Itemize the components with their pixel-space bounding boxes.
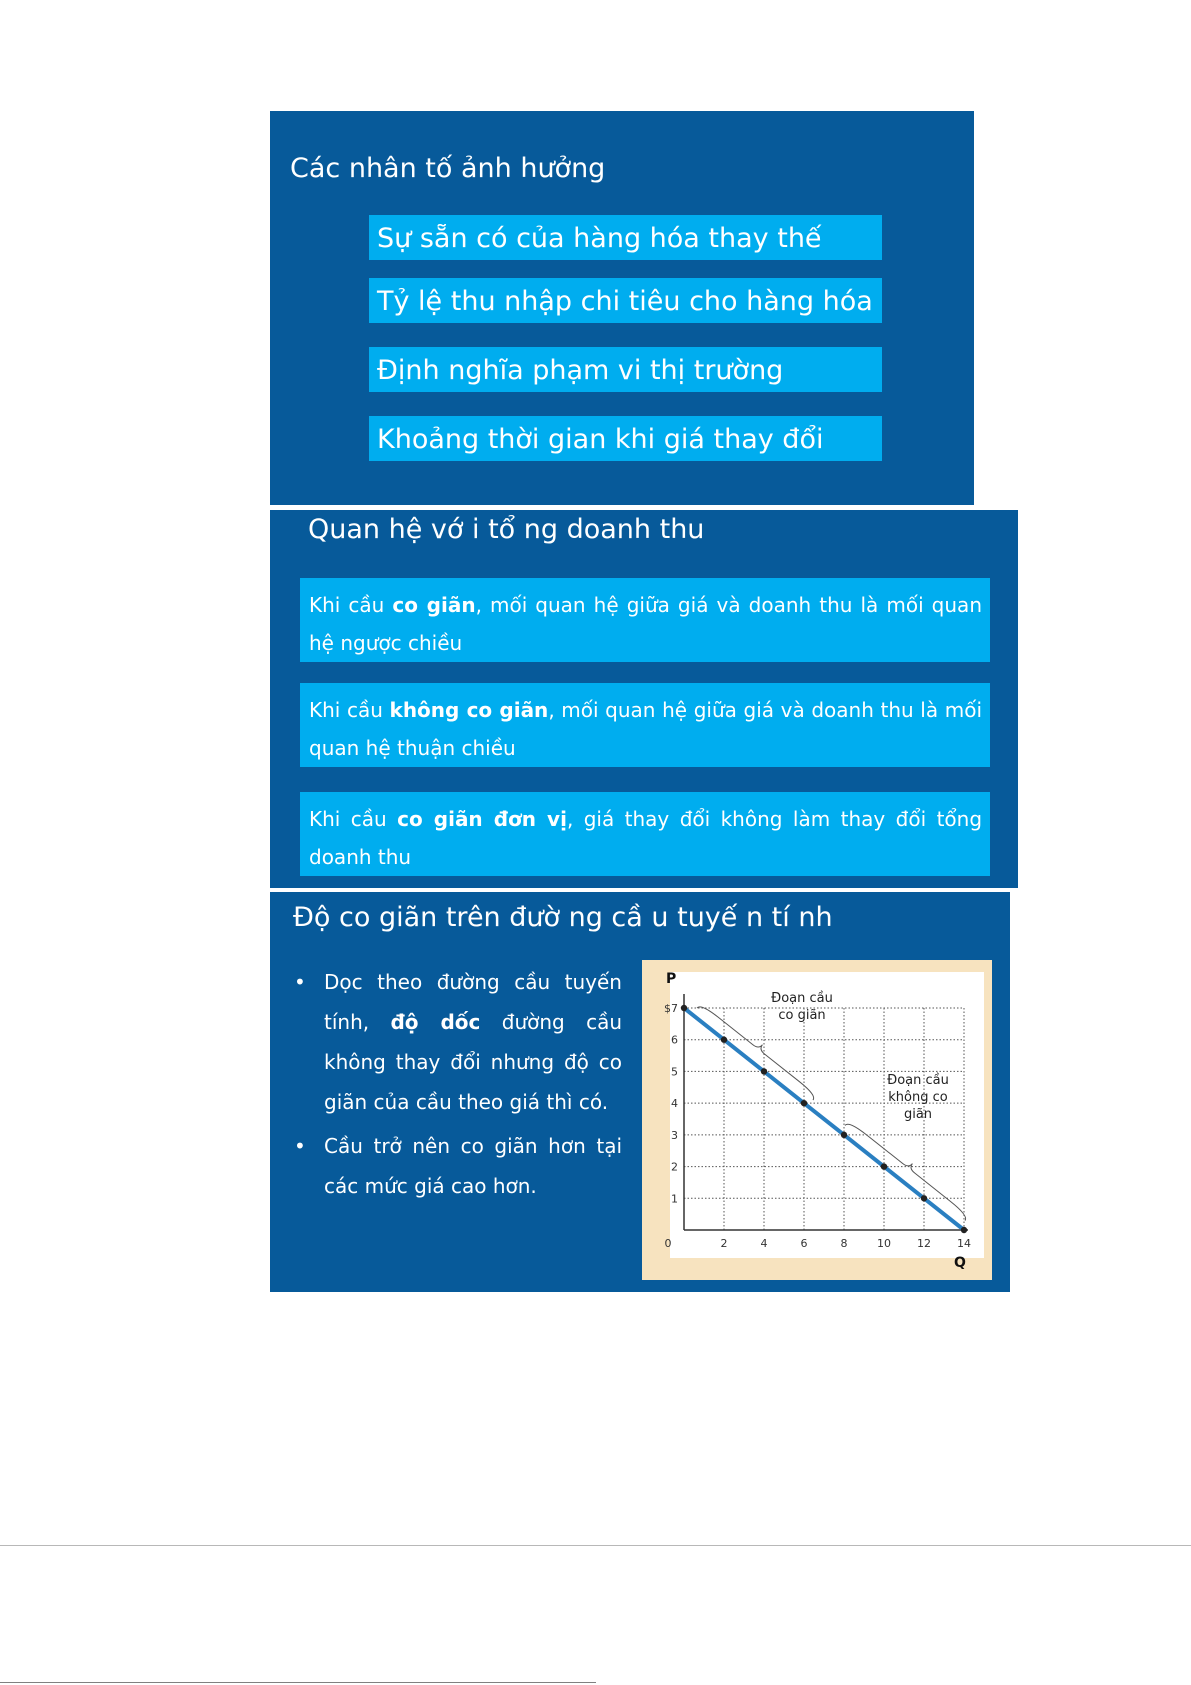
plot-background	[670, 972, 984, 1258]
demand-chart-panel	[642, 960, 992, 1280]
bullet-text: Dọc theo đường cầu tuyến tính,	[324, 970, 622, 1034]
factor-item: Khoảng thời gian khi giá thay đổi	[369, 416, 882, 461]
bullet-item	[292, 962, 622, 1122]
y-tick-label: 1	[671, 1192, 678, 1206]
x-tick-label: 10	[877, 1237, 891, 1250]
x-tick-label: 6	[800, 1237, 808, 1250]
box-text: Khi cầu	[309, 593, 393, 617]
annotation-inelastic: giãn	[903, 1107, 933, 1122]
revenue-relation-box	[300, 792, 990, 876]
demand-chart	[642, 960, 992, 1280]
slide-title: Độ co giãn trên đườ ng cầ u tuyế n tí nh	[293, 902, 833, 933]
y-axis-label: P	[666, 971, 677, 987]
y-tick-label: 2	[671, 1160, 678, 1174]
annotation-elastic: Đoạn cầu	[771, 991, 833, 1006]
bullet-dot: •	[294, 1134, 306, 1158]
x-tick-label: 0	[664, 1237, 672, 1250]
bullet-dot: •	[294, 970, 306, 994]
y-tick-label: 4	[671, 1097, 678, 1111]
box-bold-term: không co giãn	[389, 698, 549, 722]
demand-point	[921, 1195, 927, 1201]
bullet-item	[292, 1126, 622, 1206]
box-text: , giá thay đổi không làm thay đổi tổng doanh thu	[309, 807, 983, 869]
bullet-list	[292, 962, 622, 1210]
revenue-relation-box	[300, 578, 990, 662]
slide-title: Các nhân tố ảnh hưởng	[290, 153, 606, 184]
demand-point	[681, 1005, 687, 1011]
y-tick-label: 6	[671, 1033, 678, 1047]
annotation-inelastic: Đoạn cầu	[887, 1073, 949, 1088]
slide-influencing-factors	[270, 111, 974, 505]
page-divider	[0, 1545, 1191, 1546]
box-text: , mối quan hệ giữa giá và doanh thu là mối quan hệ thuận chiều	[309, 698, 983, 760]
demand-point	[801, 1100, 807, 1106]
x-tick-label: 2	[720, 1237, 728, 1250]
box-text: Khi cầu	[309, 698, 390, 722]
demand-point	[841, 1132, 847, 1138]
demand-point	[721, 1037, 727, 1043]
box-text: Khi cầu	[309, 807, 398, 831]
revenue-relation-box	[300, 683, 990, 767]
footnote-rule	[0, 1682, 596, 1683]
slide-total-revenue	[270, 510, 1018, 888]
x-tick-label: 12	[917, 1237, 931, 1250]
box-bold-term: co giãn	[392, 593, 476, 617]
bullet-bold-term: độ dốc	[390, 1010, 481, 1034]
x-tick-label: 4	[760, 1237, 768, 1250]
bullet-text: đường cầu không thay đổi nhưng độ co giãn của cầu theo giá thì có.	[324, 1010, 623, 1114]
demand-point	[961, 1227, 967, 1233]
demand-point	[761, 1068, 767, 1074]
factor-item: Sự sẵn có của hàng hóa thay thế	[369, 215, 882, 260]
y-tick-label: 5	[671, 1065, 678, 1079]
slide-linear-demand-elasticity	[270, 892, 1010, 1292]
y-tick-label: 3	[671, 1128, 678, 1142]
x-tick-label: 14	[957, 1237, 971, 1250]
x-tick-label: 8	[840, 1237, 848, 1250]
annotation-inelastic: không co	[888, 1090, 948, 1105]
factor-item: Tỷ lệ thu nhập chi tiêu cho hàng hóa	[369, 278, 882, 323]
factor-item: Định nghĩa phạm vi thị trường	[369, 347, 882, 392]
bullet-text: Cầu trở nên co giãn hơn tại các mức giá cao hơn.	[324, 1134, 622, 1198]
demand-point	[881, 1163, 887, 1169]
box-text: , mối quan hệ giữa giá và doanh thu là mối quan hệ ngược chiều	[309, 593, 982, 655]
box-bold-term: co giãn đơn vị	[397, 807, 567, 831]
x-axis-label: Q	[954, 1255, 966, 1271]
y-tick-label: $7	[664, 1002, 678, 1015]
slide-title: Quan hệ vớ i tổ ng doanh thu	[308, 514, 705, 545]
annotation-elastic: co giãn	[778, 1008, 826, 1023]
